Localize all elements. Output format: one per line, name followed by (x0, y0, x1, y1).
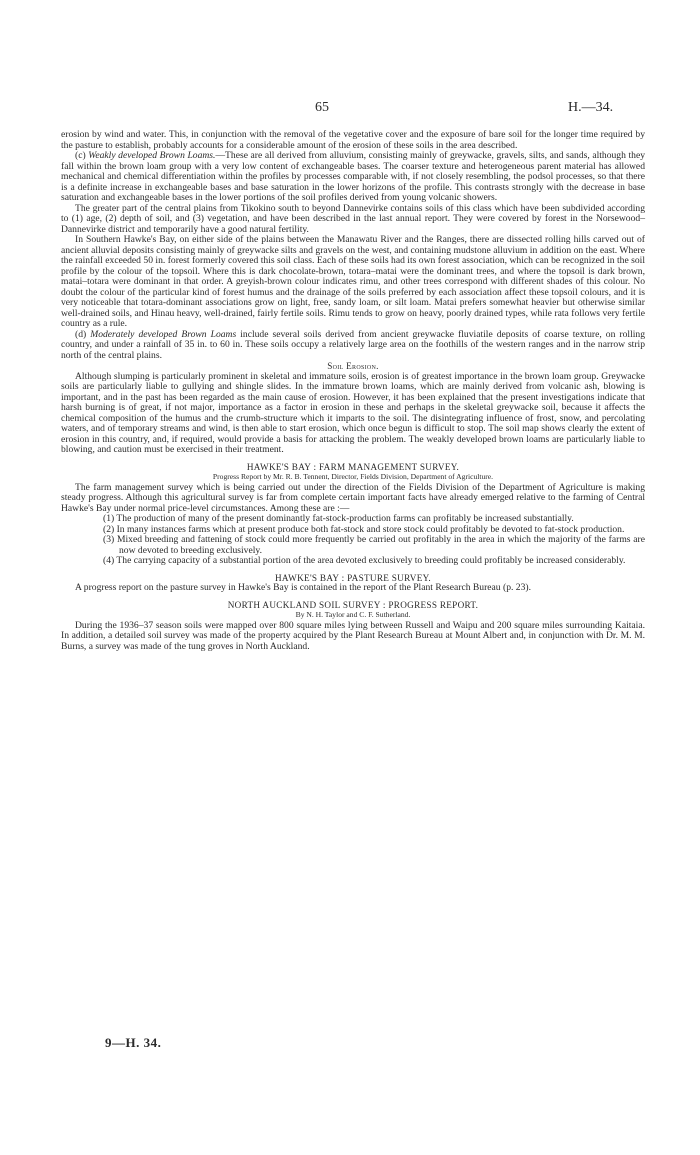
clause-title: Weakly developed Brown Loams. (88, 150, 216, 161)
paragraph-southern-hawkes-bay: In Southern Hawke's Bay, on either side of the plains between the Manawatu River and the Ranges, there are dissected rolling hills carved out of ancient alluvial deposits consisting mainly of greywacke silts and gravels on the west, and containing mudstone alluvium in addition on the east. Where the rainfall exceeded 50 in. forest formerly covered this soil class. Each of these soils had its own forest association, which can be recognized in the soil profile by the colour of the topsoil. Where this is dark chocolate-brown, totara–matai were the dominant trees, and where the topsoil is dark brown, matai–totara were dominant in that order. A greyish-brown colour indicates rimu, and other trees correspond with different shades of this colour. No doubt the colour of the particular kind of forest humus and the drainage of the soils preferred by each association affect these topsoil colours, and it is very noticeable that totara-dominant associations grow on light, free, sandy loam, or silt loam. Matai prefers somewhat heavier but otherwise similar well-drained soils, and Hinau heavy, well-drained, fairly fertile soils. Rimu tends to grow on heavy, poorly drained types, while rata follows very fertile country as a rule. (61, 234, 645, 329)
document-reference: H.—34. (568, 100, 614, 115)
list-item: (3) Mixed breeding and fattening of stock could more frequently be carried out profitably in the area in which the majority of the farms are now devoted to breeding exclusively. (103, 534, 645, 556)
paragraph-north-auckland: During the 1936–37 season soils were mapped over 800 square miles lying between Russell and Waipu and 200 square miles surrounding Kaitaia. In addition, a detailed soil survey was made of the property acquired by the Plant Research Bureau at Mount Albert and, in conjunction with Dr. M. M. Burns, a survey was made of the tung groves in North Auckland. (61, 619, 645, 652)
paragraph-erosion-wind: erosion by wind and water. This, in conjunction with the removal of the vegetative cover and the exposure of bare soil for the longer time required by the pasture to establish, probably accounts for a considerable amount of the erosion of these soils in the area described. (61, 129, 645, 151)
clause-label: (d) (75, 328, 87, 340)
clause-text: —These are all derived from alluvium, consisting mainly of greywacke, gravels, silts, and sands, although they fall within the brown loam group with a very low content of exchangeable bases. The coarser texture and heterogeneous parent material has allowed mechanical and chemical differentiation within the profiles by processes comparable with, if not closely resembling, the podsol processes, so that there is a definite increase in exchangeable bases and base saturation in the lower horizons of the profile. This contrasts strongly with the decrease in base saturation and exchangeable bases in the lower portions of the soil profiles derived from young volcanic showers. (61, 150, 645, 203)
list-item: (2) In many instances farms which at present produce both fat-stock and store stock could profitably be devoted to fat-stock production. (103, 523, 625, 535)
paragraph-weakly-developed (61, 151, 645, 204)
clause-text: include several soils derived from ancient greywacke fluviatile deposits of coarse texture, on rolling country, and under a rainfall of 35 in. to 60 in. These soils occupy a relatively large area on the foothills of the western ranges and in the narrow strip north of the central plains. (61, 328, 645, 361)
page-number: 65 (315, 100, 329, 115)
signature-mark: 9—H. 34. (105, 1035, 162, 1050)
paragraph-moderately-developed (61, 330, 645, 362)
clause-label: (c) (75, 150, 86, 161)
clause-title: Moderately developed Brown Loams (90, 328, 237, 340)
heading-farm-management-survey: HAWKE'S BAY : FARM MANAGEMENT SURVEY. (246, 461, 460, 472)
heading-soil-erosion: Soil Erosion. (327, 361, 379, 371)
paragraph-central-plains: The greater part of the central plains from Tikokino south to beyond Dannevirke contains soils of this class which have been subdivided according to (1) age, (2) depth of soil, and (3) vegetation, and have been described in the last annual report. They were covered by forest in the Norsewood–Dannevirke district and temporarily have a good natural fertility. (61, 202, 645, 235)
list-item: (4) The carrying capacity of a substantial portion of the area devoted exclusively to breeding could profitably be increased considerably. (103, 555, 626, 566)
page-header (0, 100, 700, 118)
byline-farm-management: Progress Report by Mr. R. B. Tennent, Director, Fields Division, Department of Agriculture. (212, 472, 494, 481)
heading-pasture-survey: HAWKE'S BAY : PASTURE SURVEY. (275, 572, 431, 583)
heading-north-auckland-survey: NORTH AUCKLAND SOIL SURVEY : PROGRESS REPORT. (227, 599, 479, 610)
byline-north-auckland: By N. H. Taylor and C. F. Sutherland. (295, 610, 411, 619)
list-item: (1) The production of many of the present dominantly fat-stock-production farms can profitably be increased substantially. (103, 513, 574, 524)
paragraph-pasture-survey: A progress report on the pasture survey in Hawke's Bay is contained in the report of the Plant Research Bureau (p. 23). (75, 582, 531, 593)
paragraph-soil-erosion: Although slumping is particularly prominent in skeletal and immature soils, erosion is of greatest importance in the brown loam group. Greywacke soils are particularly liable to gullying and shingle slides. In the immature brown loams, which are mainly derived from volcanic ash, blowing is important, and in the past has been regarded as the main cause of erosion. However, it has been explained that the present investigations indicate that harsh burning is of great, if not major, importance as a factor in erosion in these and perhaps in the skeletal greywacke soil, because it affects the chemical composition of the humus and the crumb-structure which it imparts to the soil. The disintegrating influence of frost, snow, and percolating waters, and of temporary streams and wind, is then able to start erosion, which once begun is difficult to stop. The soil map shows clearly the extent of erosion in this country, and, if required, would provide a basis for attacking the problem. The weakly developed brown loams are particularly liable to blowing, and caution must be exercised in their treatment. (61, 370, 645, 455)
paragraph-farm-management: The farm management survey which is being carried out under the direction of the Fields Division of the Department of Agriculture is making steady progress. Although this agricultural survey is far from complete certain important facts have already emerged relative to the farming of Central Hawke's Bay under normal price-level circumstances. Among these are :— (61, 481, 645, 514)
document-body (61, 130, 645, 652)
